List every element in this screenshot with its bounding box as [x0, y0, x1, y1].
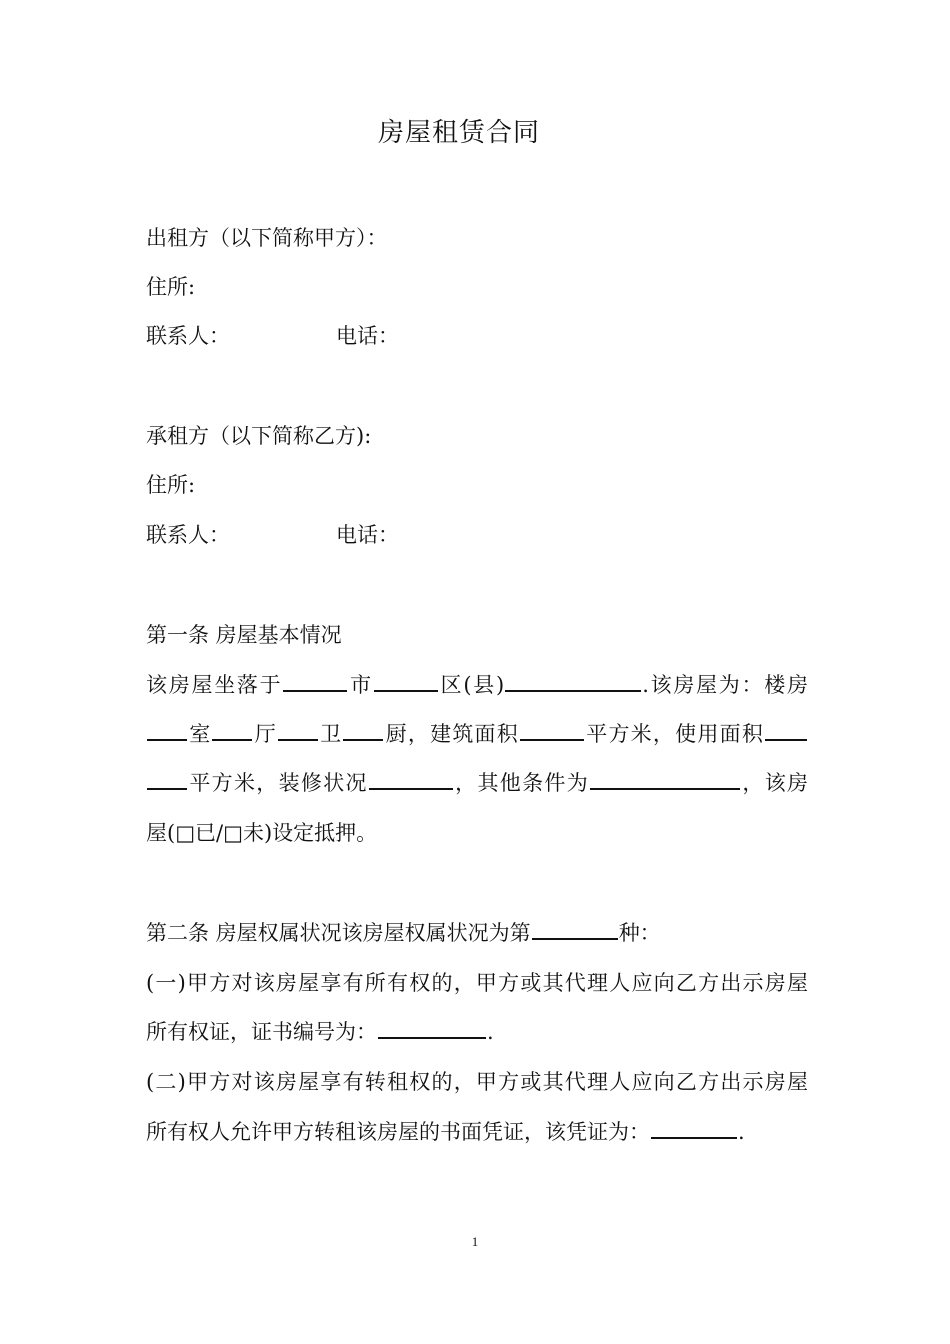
lessor-contact-label: 联系人：: [146, 324, 230, 348]
text-fragment: 区(县): [438, 673, 505, 697]
text-fragment: 市: [348, 673, 373, 697]
text-fragment: ，该房: [741, 771, 809, 795]
blank-field: [765, 721, 807, 741]
lessee-phone-label: 电话：: [336, 523, 399, 547]
lessee-contact-row: [146, 520, 808, 550]
text-fragment: .: [738, 1120, 745, 1144]
text-fragment: ，其他条件为: [453, 771, 590, 795]
lessor-address-label: 住所:: [146, 275, 196, 299]
blank-field: [505, 672, 641, 692]
lessee-heading: 承租方（以下简称乙方):: [146, 424, 372, 448]
article2-item1-line2: [146, 1017, 808, 1047]
blank-field: [374, 672, 438, 692]
article2-item2-line2: [146, 1117, 808, 1147]
text-fragment: .该房屋为：楼房: [642, 673, 809, 697]
blank-field: [369, 770, 453, 790]
article1-line3: [146, 768, 808, 798]
blank-field: [212, 721, 252, 741]
article1-line2: [146, 719, 808, 749]
document-title: 房屋租赁合同: [377, 118, 540, 148]
text-fragment: 该房屋坐落于: [146, 673, 283, 697]
text-fragment: 厅: [253, 722, 277, 746]
lessor-phone-label: 电话：: [336, 324, 399, 348]
article2-heading: [146, 918, 808, 948]
blank-field: [147, 770, 187, 790]
blank-field: [590, 770, 740, 790]
article1-line1: [146, 670, 808, 700]
lessee-contact-label: 联系人：: [146, 523, 230, 547]
lessee-address-label: 住所:: [146, 473, 196, 497]
blank-field: [520, 721, 584, 741]
blank-field: [651, 1119, 737, 1139]
text-fragment: 平方米，装修状况: [188, 771, 368, 795]
article1-heading: 第一条 房屋基本情况: [146, 623, 342, 647]
article1-line4: 屋(□已/□未)设定抵押。: [146, 821, 378, 845]
blank-field: [283, 672, 347, 692]
text-fragment: 种：: [618, 921, 661, 945]
text-fragment: 所有权证，证书编号为：: [146, 1020, 377, 1044]
lessor-contact-row: [146, 321, 808, 351]
lessor-heading: 出租方（以下简称甲方）：: [146, 226, 388, 250]
blank-field: [278, 721, 318, 741]
article2-item1-line1: (一)甲方对该房屋享有所有权的，甲方或其代理人应向乙方出示房屋: [146, 971, 808, 995]
text-fragment: 室: [188, 722, 212, 746]
blank-field: [378, 1019, 486, 1039]
text-fragment: .: [487, 1020, 494, 1044]
blank-field: [532, 920, 618, 940]
text-fragment: 所有权人允许甲方转租该房屋的书面凭证，该凭证为：: [146, 1120, 650, 1144]
text-fragment: 平方米，使用面积: [585, 722, 765, 746]
article2-item2-line1: (二)甲方对该房屋享有转租权的，甲方或其代理人应向乙方出示房屋: [146, 1070, 808, 1094]
blank-field: [343, 721, 383, 741]
text-fragment: 第二条 房屋权属状况该房屋权属状况为第: [146, 921, 531, 945]
page-number: 1: [471, 1234, 479, 1249]
blank-field: [147, 721, 187, 741]
text-fragment: 卫: [318, 722, 343, 746]
text-fragment: 厨，建筑面积: [384, 722, 519, 746]
